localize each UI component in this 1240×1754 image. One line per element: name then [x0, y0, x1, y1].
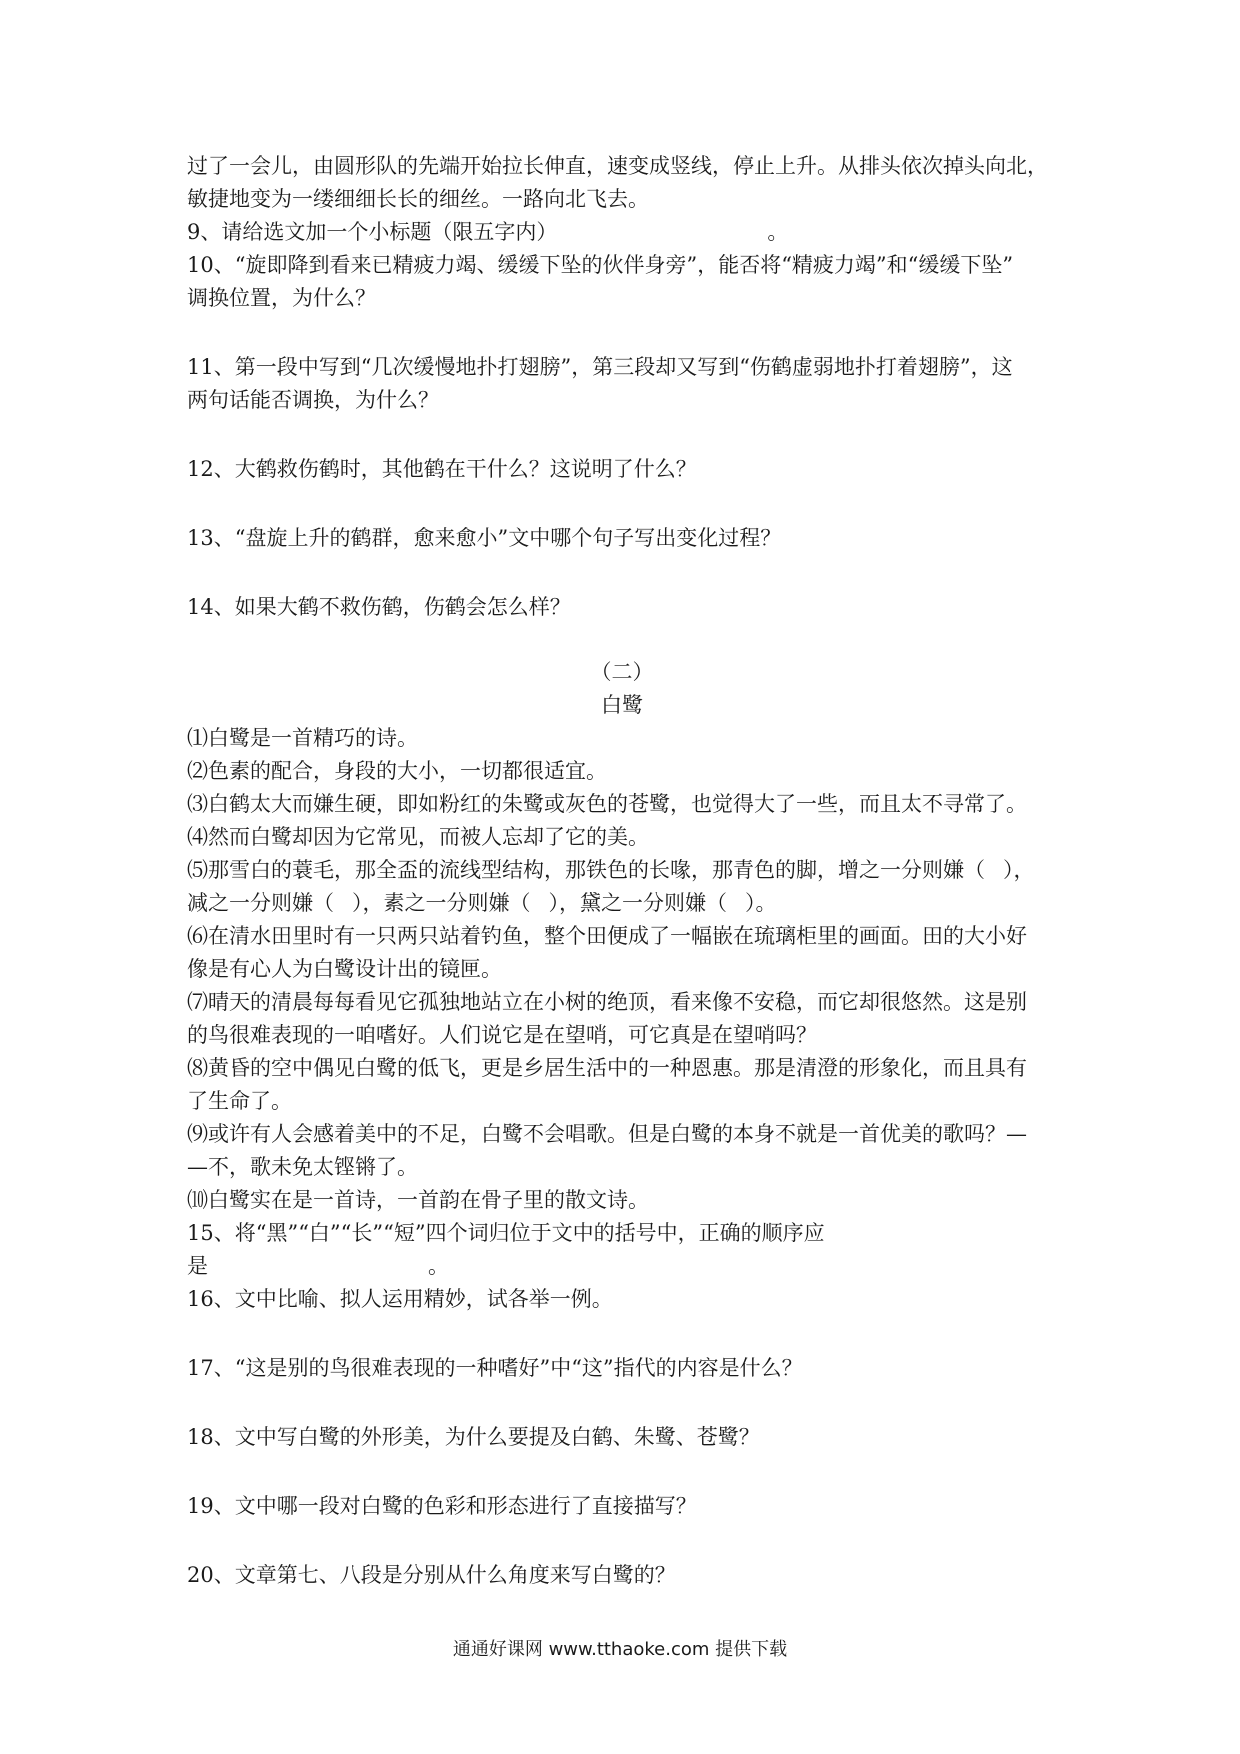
question-text: 9、请给选文加一个小标题（限五字内） [187, 220, 558, 244]
paragraph-8-line1: ⑻黄昏的空中偶见白鹭的低飞，更是乡居生活中的一种恩惠。那是清澄的形象化，而且具有 [187, 1056, 1027, 1080]
question-11-line1: 11、第一段中写到“几次缓慢地扑打翅膀”，第三段却又写到“伤鹤虚弱地扑打着翅膀”，这 [187, 355, 1013, 379]
question-12: 12、大鹤救伤鹤时，其他鹤在干什么？这说明了什么？ [187, 457, 697, 481]
paragraph-8-line2: 了生命了。 [187, 1089, 292, 1113]
question-17: 17、“这是别的鸟很难表现的一种嗜好”中“这”指代的内容是什么？ [187, 1356, 803, 1380]
question-20: 20、文章第七、八段是分别从什么角度来写白鹭的？ [187, 1563, 676, 1587]
paragraph-text: ），黛之一分则嫌（ [548, 891, 727, 915]
document-body [187, 150, 1057, 1592]
passage-line: 敏捷地变为一缕细细长长的细丝。一路向北飞去。 [187, 187, 649, 211]
paragraph-2: ⑵色素的配合，身段的大小，一切都很适宜。 [187, 759, 607, 783]
answer-space [187, 1316, 1057, 1352]
paragraph-1: ⑴白鹭是一首精巧的诗。 [187, 726, 418, 750]
paragraph-7-line2: 的鸟很难表现的一咱嗜好。人们说它是在望哨，可它真是在望哨吗？ [187, 1023, 817, 1047]
paragraph-text: ）， [1003, 858, 1035, 882]
paragraph-7-line1: ⑺晴天的清晨每每看见它孤独地站立在小树的绝顶，看来像不安稳，而它却很悠然。这是别 [187, 990, 1027, 1014]
question-10-line2: 调换位置，为什么？ [187, 286, 376, 310]
question-11-line2: 两句话能否调换，为什么？ [187, 388, 439, 412]
question-9 [187, 216, 1057, 249]
answer-space [187, 1385, 1057, 1421]
question-16: 16、文中比喻、拟人运用精妙，试各举一例。 [187, 1287, 613, 1311]
paragraph-10: ⑽白鹭实在是一首诗，一首韵在骨子里的散文诗。 [187, 1188, 649, 1212]
question-text: 是 [187, 1254, 208, 1278]
question-15-line1: 15、将“黑”“白”“长”“短”四个词归位于文中的括号中，正确的顺序应 [187, 1221, 825, 1245]
paragraph-text: ⑸那雪白的蓑毛，那全盃的流线型结构，那铁色的长喙，那青色的脚，增之一分则嫌（ [187, 858, 985, 882]
question-15-line2 [187, 1250, 1057, 1283]
paragraph-4: ⑷然而白鹭却因为它常见，而被人忘却了它的美。 [187, 825, 649, 849]
answer-space [187, 555, 1057, 591]
paragraph-6-line2: 像是有心人为白鹭设计出的镜匣。 [187, 957, 502, 981]
question-10-line1: 10、“旋即降到看来已精疲力竭、缓缓下坠的伙伴身旁”，能否将“精疲力竭”和“缓缓下坠” [187, 253, 1014, 277]
paragraph-text: ），素之一分则嫌（ [352, 891, 531, 915]
paragraph-9-line2: —不，歌未免太铿锵了。 [187, 1155, 418, 1179]
paragraph-5-line2 [187, 887, 1057, 920]
section-space [187, 624, 1057, 652]
question-14: 14、如果大鹤不救伤鹤，伤鹤会怎么样？ [187, 595, 571, 619]
question-end: 。 [767, 220, 789, 244]
answer-space [187, 315, 1057, 351]
question-13: 13、“盘旋上升的鹤群，愈来愈小”文中哪个句子写出变化过程？ [187, 526, 782, 550]
paragraph-text: ）。 [745, 891, 777, 915]
page-footer: 通通好课网 www.tthaoke.com 提供下载 [452, 1639, 788, 1660]
answer-space [187, 1454, 1057, 1490]
answer-space [187, 486, 1057, 522]
question-18: 18、文中写白鹭的外形美，为什么要提及白鹤、朱鹭、苍鹭？ [187, 1425, 760, 1449]
paragraph-5-line1 [187, 854, 1057, 887]
section-title: 白鹭 [601, 693, 643, 717]
question-end: 。 [428, 1254, 449, 1278]
answer-space [187, 1523, 1057, 1559]
section-number: （二） [590, 660, 654, 684]
paragraph-9-line1: ⑼或许有人会感着美中的不足，白鹭不会唱歌。但是白鹭的本身不就是一首优美的歌吗？— [187, 1122, 1027, 1146]
paragraph-6-line1: ⑹在清水田里时有一只两只站着钓鱼，整个田便成了一幅嵌在琉璃柜里的画面。田的大小好 [187, 924, 1027, 948]
passage-line: 过了一会儿，由圆形队的先端开始拉长伸直，速变成竖线，停止上升。从排头依次掉头向北， [187, 154, 1048, 178]
paragraph-3: ⑶白鹤太大而嫌生硬，即如粉红的朱鹭或灰色的苍鹭，也觉得大了一些，而且太不寻常了。 [187, 792, 1027, 816]
answer-space [187, 417, 1057, 453]
paragraph-text: 减之一分则嫌（ [187, 891, 334, 915]
question-19: 19、文中哪一段对白鹭的色彩和形态进行了直接描写？ [187, 1494, 697, 1518]
